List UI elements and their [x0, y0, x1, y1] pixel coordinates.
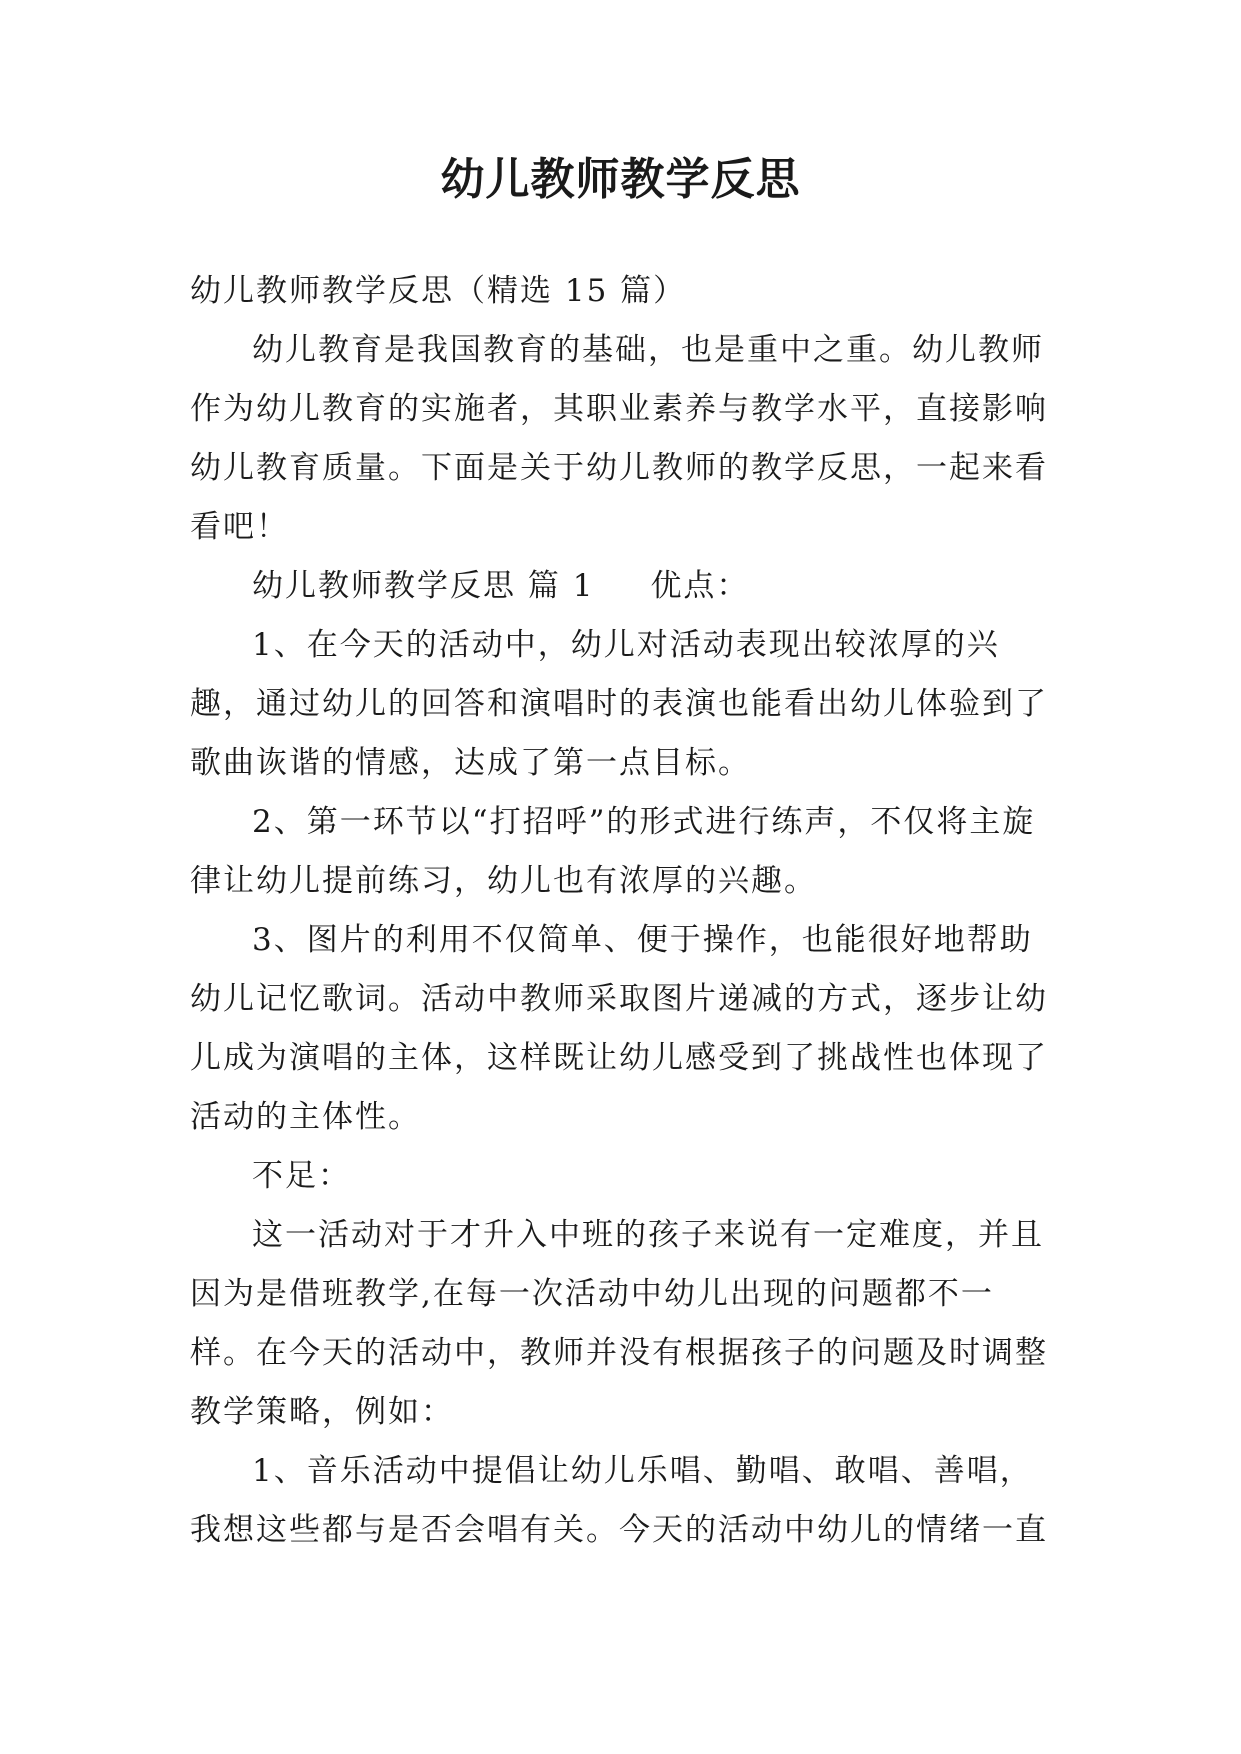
document-title: 幼儿教师教学反思 [440, 154, 801, 205]
strength-item-1: 1、在今天的活动中，幼儿对活动表现出较浓厚的兴趣，通过幼儿的回答和演唱时的表演也能看出幼儿体验到了歌曲诙谐的情感，达成了第一点目标。 [190, 627, 1048, 781]
strengths-label: 优点： [650, 568, 750, 604]
strength-item-2: 2、第一环节以“打招呼”的形式进行练声，不仅将主旋律让幼儿提前练习，幼儿也有浓厚的兴趣。 [190, 804, 1036, 899]
document-body [190, 262, 1050, 1560]
intro-paragraph: 幼儿教育是我国教育的基础，也是重中之重。幼儿教师作为幼儿教育的实施者，其职业素养与教学水平，直接影响幼儿教育质量。下面是关于幼儿教师的教学反思，一起来看看吧！ [190, 332, 1048, 545]
weakness-label: 不足： [252, 1158, 351, 1194]
strength-item-3: 3、图片的利用不仅简单、便于操作，也能很好地帮助幼儿记忆歌词。活动中教师采取图片递减的方式，逐步让幼儿成为演唱的主体，这样既让幼儿感受到了挑战性也体现了活动的主体性。 [190, 922, 1048, 1135]
weakness-intro: 这一活动对于才升入中班的孩子来说有一定难度，并且因为是借班教学,在每一次活动中幼儿出现的问题都不一样。在今天的活动中，教师并没有根据孩子的问题及时调整教学策略，例如： [190, 1217, 1048, 1430]
section-heading: 幼儿教师教学反思 篇 1 [252, 568, 595, 604]
section-heading-line [190, 557, 1050, 616]
document-subtitle: 幼儿教师教学反思（精选 15 篇） [190, 273, 687, 309]
weakness-item-1: 1、音乐活动中提倡让幼儿乐唱、勤唱、敢唱、善唱，我想这些都与是否会唱有关。今天的活动中幼儿的情绪一直 [190, 1453, 1048, 1548]
